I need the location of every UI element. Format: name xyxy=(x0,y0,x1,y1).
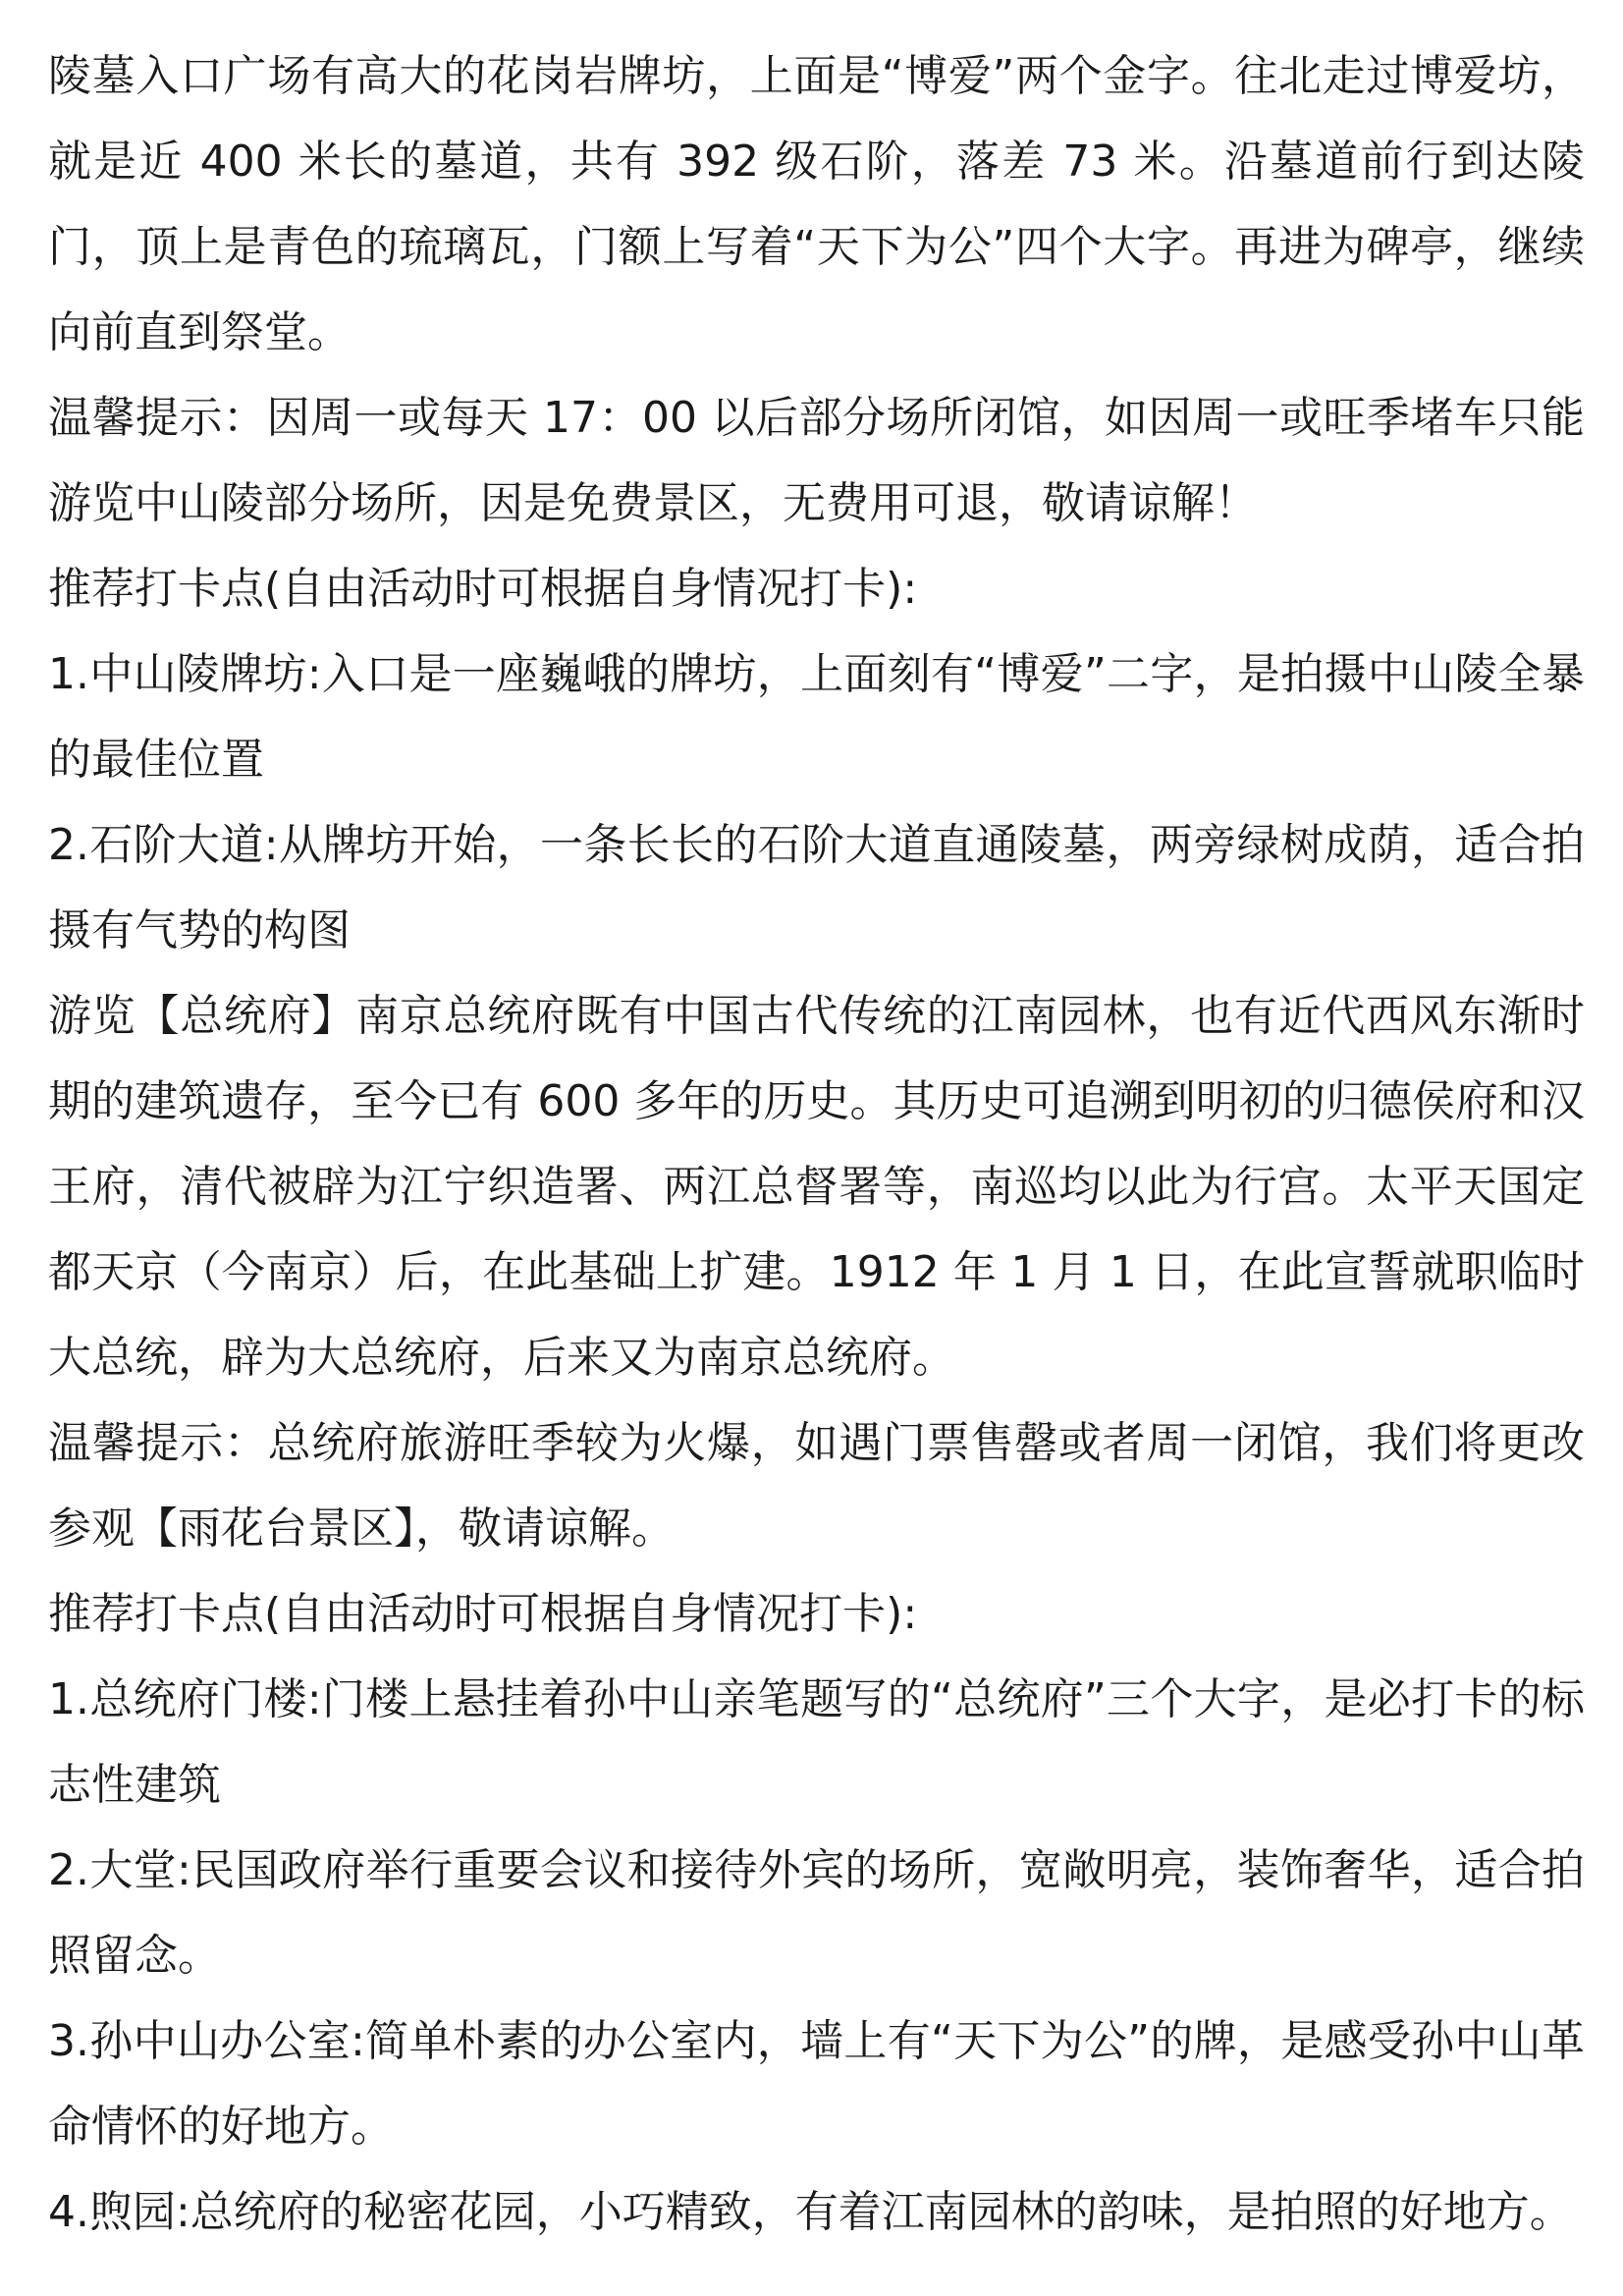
paragraph-mausoleum-intro: 陵墓入口广场有高大的花岗岩牌坊，上面是“博爱”两个金字。往北走过博爱坊，就是近 400 米长的墓道，共有 392 级石阶，落差 73 米。沿墓道前行到达陵门，顶上是青色的琉璃瓦，门额上写着“天下为公”四个大字。再进为碑亭，继续向前直到祭堂。 xyxy=(48,51,1585,357)
paragraph-checkin-heading-2: 推荐打卡点(自由活动时可根据自身情况打卡): xyxy=(48,1589,918,1639)
paragraph-checkin-gate-tower: 1.总统府门楼:门楼上悬挂着孙中山亲笔题写的“总统府”三个大字，是必打卡的标志性建筑 xyxy=(48,1674,1585,1810)
paragraph-tip-mausoleum: 温馨提示：因周一或每天 17：00 以后部分场所闭馆，如因周一或旺季堵车只能游览中山陵部分场所，因是免费景区，无费用可退，敬请谅解！ xyxy=(48,393,1585,528)
document-body xyxy=(48,33,1585,2255)
paragraph-checkin-heading-1: 推荐打卡点(自由活动时可根据自身情况打卡): xyxy=(48,564,918,614)
paragraph-checkin-office: 3.孙中山办公室:简单朴素的办公室内，墙上有“天下为公”的牌，是感受孙中山革命情怀的好地方。 xyxy=(48,2016,1585,2152)
paragraph-checkin-stone-steps: 2.石阶大道:从牌坊开始，一条长长的石阶大道直通陵墓，两旁绿树成荫，适合拍摄有气势的构图 xyxy=(48,820,1585,956)
paragraph-checkin-hall: 2.大堂:民国政府举行重要会议和接待外宾的场所，宽敞明亮，装饰奢华，适合拍照留念。 xyxy=(48,1845,1585,1981)
paragraph-checkin-archway: 1.中山陵牌坊:入口是一座巍峨的牌坊，上面刻有“博爱”二字，是拍摄中山陵全暴的最佳位置 xyxy=(48,649,1585,785)
paragraph-tip-presidential-palace: 温馨提示：总统府旅游旺季较为火爆，如遇门票售罄或者周一闭馆，我们将更改参观【雨花台景区】，敬请谅解。 xyxy=(48,1418,1585,1554)
paragraph-presidential-palace-intro: 游览【总统府】南京总统府既有中国古代传统的江南园林，也有近代西风东渐时期的建筑遗存，至今已有 600 多年的历史。其历史可追溯到明初的归德侯府和汉王府，清代被辟为江宁织造署、两江总督署等，南巡均以此为行宫。太平天国定都天京（今南京）后，在此基础上扩建。1912 年 1 月 1 日，在此宣誓就职临时大总统，辟为大总统府，后来又为南京总统府。 xyxy=(48,991,1585,1383)
paragraph-checkin-xu-garden: 4.煦园:总统府的秘密花园，小巧精致，有着江南园林的韵味，是拍照的好地方。 xyxy=(48,2187,1573,2237)
